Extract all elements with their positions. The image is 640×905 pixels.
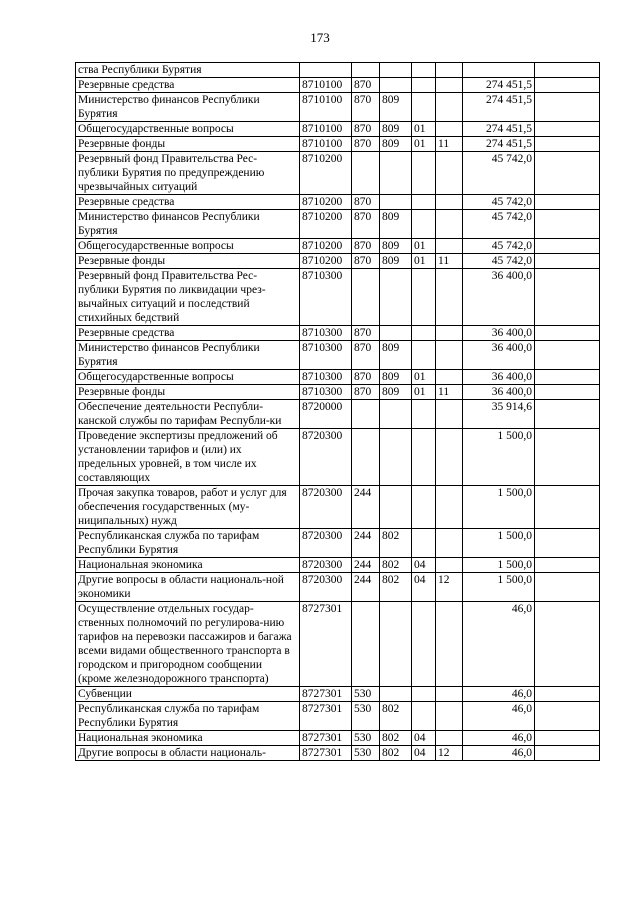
- row-name-cell: Резервные фонды: [76, 254, 300, 269]
- table-row: [76, 429, 600, 486]
- empty-cell: [535, 385, 600, 400]
- rz-cell: 04: [412, 558, 436, 573]
- row-name-cell: Прочая закупка товаров, работ и услуг для обеспечения государственных (му-ниципальных) нужд: [76, 486, 300, 529]
- grbs-cell: [380, 400, 412, 429]
- sum-cell: 45 742,0: [463, 195, 535, 210]
- grbs-cell: 809: [380, 122, 412, 137]
- row-name-cell: Проведение экспертизы предложений об установлении тарифов и (или) их предельных уровней, в том числе их составляющих: [76, 429, 300, 486]
- csr-cell: 8710200: [300, 210, 352, 239]
- row-name-cell: Министерство финансов Республики Бурятия: [76, 210, 300, 239]
- empty-cell: [535, 93, 600, 122]
- sum-cell: 46,0: [463, 687, 535, 702]
- vr-cell: 870: [352, 78, 380, 93]
- grbs-cell: 809: [380, 239, 412, 254]
- table-row: [76, 529, 600, 558]
- empty-cell: [535, 239, 600, 254]
- row-name-cell: Другие вопросы в области националь-: [76, 746, 300, 761]
- grbs-cell: 802: [380, 573, 412, 602]
- table-row: [76, 602, 600, 687]
- empty-cell: [535, 326, 600, 341]
- grbs-cell: 809: [380, 254, 412, 269]
- row-name-cell: Республиканская служба по тарифам Республики Бурятия: [76, 529, 300, 558]
- vr-cell: 530: [352, 702, 380, 731]
- row-name-cell: Общегосударственные вопросы: [76, 122, 300, 137]
- rz-cell: [412, 93, 436, 122]
- pr-cell: [436, 152, 463, 195]
- csr-cell: 8710100: [300, 122, 352, 137]
- vr-cell: 870: [352, 210, 380, 239]
- csr-cell: 8710300: [300, 385, 352, 400]
- rz-cell: [412, 702, 436, 731]
- empty-cell: [535, 210, 600, 239]
- csr-cell: 8720300: [300, 558, 352, 573]
- table-row: [76, 269, 600, 326]
- vr-cell: 870: [352, 93, 380, 122]
- vr-cell: 244: [352, 573, 380, 602]
- vr-cell: [352, 429, 380, 486]
- grbs-cell: 809: [380, 370, 412, 385]
- sum-cell: 46,0: [463, 702, 535, 731]
- row-name-cell: ства Республики Бурятия: [76, 63, 300, 78]
- row-name-cell: Резервный фонд Правительства Рес-публики Бурятия по предупреждению чрезвычайных ситуаций: [76, 152, 300, 195]
- vr-cell: [352, 269, 380, 326]
- vr-cell: 530: [352, 687, 380, 702]
- grbs-cell: [380, 78, 412, 93]
- rz-cell: 01: [412, 370, 436, 385]
- csr-cell: 8727301: [300, 687, 352, 702]
- rz-cell: [412, 429, 436, 486]
- sum-cell: 36 400,0: [463, 341, 535, 370]
- pr-cell: [436, 63, 463, 78]
- table-row: [76, 370, 600, 385]
- table-row: [76, 558, 600, 573]
- row-name-cell: Национальная экономика: [76, 558, 300, 573]
- csr-cell: [300, 63, 352, 78]
- table-row: [76, 152, 600, 195]
- csr-cell: 8727301: [300, 702, 352, 731]
- empty-cell: [535, 152, 600, 195]
- empty-cell: [535, 137, 600, 152]
- vr-cell: 870: [352, 370, 380, 385]
- empty-cell: [535, 746, 600, 761]
- pr-cell: [436, 195, 463, 210]
- grbs-cell: 809: [380, 137, 412, 152]
- csr-cell: 8727301: [300, 602, 352, 687]
- grbs-cell: [380, 602, 412, 687]
- rz-cell: [412, 210, 436, 239]
- csr-cell: 8720300: [300, 529, 352, 558]
- csr-cell: 8720300: [300, 486, 352, 529]
- rz-cell: 01: [412, 137, 436, 152]
- grbs-cell: [380, 687, 412, 702]
- vr-cell: [352, 63, 380, 78]
- vr-cell: 244: [352, 529, 380, 558]
- table-row: [76, 731, 600, 746]
- rz-cell: [412, 195, 436, 210]
- pr-cell: [436, 731, 463, 746]
- vr-cell: 870: [352, 254, 380, 269]
- empty-cell: [535, 195, 600, 210]
- pr-cell: [436, 370, 463, 385]
- row-name-cell: Республиканская служба по тарифам Республики Бурятия: [76, 702, 300, 731]
- table-row: [76, 326, 600, 341]
- rz-cell: 01: [412, 122, 436, 137]
- row-name-cell: Резервные средства: [76, 78, 300, 93]
- sum-cell: 1 500,0: [463, 573, 535, 602]
- sum-cell: [463, 63, 535, 78]
- table-row: [76, 63, 600, 78]
- grbs-cell: 802: [380, 731, 412, 746]
- vr-cell: 870: [352, 385, 380, 400]
- csr-cell: 8727301: [300, 746, 352, 761]
- empty-cell: [535, 63, 600, 78]
- pr-cell: [436, 529, 463, 558]
- table-row: [76, 239, 600, 254]
- grbs-cell: 809: [380, 93, 412, 122]
- empty-cell: [535, 400, 600, 429]
- row-name-cell: Резервные фонды: [76, 137, 300, 152]
- csr-cell: 8710300: [300, 370, 352, 385]
- empty-cell: [535, 702, 600, 731]
- rz-cell: 01: [412, 254, 436, 269]
- pr-cell: [436, 687, 463, 702]
- csr-cell: 8710100: [300, 137, 352, 152]
- csr-cell: 8710200: [300, 195, 352, 210]
- rz-cell: 01: [412, 385, 436, 400]
- table-row: [76, 385, 600, 400]
- page-number: 173: [310, 30, 330, 45]
- vr-cell: 244: [352, 558, 380, 573]
- rz-cell: [412, 602, 436, 687]
- sum-cell: 274 451,5: [463, 122, 535, 137]
- pr-cell: [436, 486, 463, 529]
- table-row: [76, 400, 600, 429]
- rz-cell: 04: [412, 731, 436, 746]
- rz-cell: [412, 400, 436, 429]
- pr-cell: 12: [436, 746, 463, 761]
- csr-cell: 8710200: [300, 239, 352, 254]
- csr-cell: 8720300: [300, 429, 352, 486]
- csr-cell: 8727301: [300, 731, 352, 746]
- table-row: [76, 210, 600, 239]
- sum-cell: 45 742,0: [463, 152, 535, 195]
- row-name-cell: Министерство финансов Республики Бурятия: [76, 341, 300, 370]
- sum-cell: 1 500,0: [463, 558, 535, 573]
- pr-cell: [436, 602, 463, 687]
- vr-cell: [352, 602, 380, 687]
- sum-cell: 274 451,5: [463, 137, 535, 152]
- pr-cell: [436, 93, 463, 122]
- grbs-cell: [380, 152, 412, 195]
- rz-cell: [412, 269, 436, 326]
- vr-cell: [352, 400, 380, 429]
- row-name-cell: Другие вопросы в области националь-ной экономики: [76, 573, 300, 602]
- csr-cell: 8710300: [300, 269, 352, 326]
- sum-cell: 45 742,0: [463, 239, 535, 254]
- empty-cell: [535, 370, 600, 385]
- pr-cell: [436, 78, 463, 93]
- row-name-cell: Резервный фонд Правительства Рес-публики Бурятия по ликвидации чрез-вычайных ситуаций и последствий стихийных бедствий: [76, 269, 300, 326]
- empty-cell: [535, 269, 600, 326]
- rz-cell: [412, 63, 436, 78]
- vr-cell: 870: [352, 122, 380, 137]
- empty-cell: [535, 486, 600, 529]
- table-row: [76, 78, 600, 93]
- pr-cell: [436, 558, 463, 573]
- vr-cell: 530: [352, 746, 380, 761]
- table-row: [76, 195, 600, 210]
- rz-cell: [412, 326, 436, 341]
- vr-cell: 870: [352, 326, 380, 341]
- sum-cell: 46,0: [463, 602, 535, 687]
- row-name-cell: Резервные средства: [76, 326, 300, 341]
- rz-cell: 01: [412, 239, 436, 254]
- sum-cell: 274 451,5: [463, 93, 535, 122]
- empty-cell: [535, 731, 600, 746]
- row-name-cell: Осуществление отдельных государ-ственных полномочий по регулирова-нию тарифов на перевозки пассажиров и багажа всеми видами общественного транспорта в городском и пригородном сообщении (кроме железнодорожного транспорта): [76, 602, 300, 687]
- grbs-cell: [380, 326, 412, 341]
- sum-cell: 46,0: [463, 731, 535, 746]
- budget-table: [75, 62, 600, 761]
- empty-cell: [535, 687, 600, 702]
- vr-cell: 870: [352, 195, 380, 210]
- table-row: [76, 122, 600, 137]
- grbs-cell: 809: [380, 341, 412, 370]
- rz-cell: [412, 341, 436, 370]
- pr-cell: [436, 400, 463, 429]
- empty-cell: [535, 429, 600, 486]
- table-row: [76, 254, 600, 269]
- table-row: [76, 702, 600, 731]
- pr-cell: [436, 269, 463, 326]
- sum-cell: 45 742,0: [463, 254, 535, 269]
- csr-cell: 8720300: [300, 573, 352, 602]
- csr-cell: 8710100: [300, 93, 352, 122]
- pr-cell: [436, 122, 463, 137]
- vr-cell: [352, 152, 380, 195]
- row-name-cell: Общегосударственные вопросы: [76, 370, 300, 385]
- empty-cell: [535, 558, 600, 573]
- table-row: [76, 137, 600, 152]
- vr-cell: 870: [352, 341, 380, 370]
- csr-cell: 8710200: [300, 254, 352, 269]
- empty-cell: [535, 341, 600, 370]
- csr-cell: 8710300: [300, 341, 352, 370]
- sum-cell: 35 914,6: [463, 400, 535, 429]
- grbs-cell: 809: [380, 385, 412, 400]
- rz-cell: [412, 152, 436, 195]
- sum-cell: 36 400,0: [463, 269, 535, 326]
- empty-cell: [535, 78, 600, 93]
- empty-cell: [535, 602, 600, 687]
- pr-cell: 11: [436, 254, 463, 269]
- rz-cell: [412, 78, 436, 93]
- sum-cell: 36 400,0: [463, 370, 535, 385]
- rz-cell: [412, 529, 436, 558]
- vr-cell: 530: [352, 731, 380, 746]
- rz-cell: 04: [412, 573, 436, 602]
- sum-cell: 36 400,0: [463, 385, 535, 400]
- table-row: [76, 746, 600, 761]
- vr-cell: 870: [352, 137, 380, 152]
- sum-cell: 1 500,0: [463, 529, 535, 558]
- pr-cell: [436, 239, 463, 254]
- grbs-cell: 802: [380, 529, 412, 558]
- csr-cell: 8720000: [300, 400, 352, 429]
- row-name-cell: Обеспечение деятельности Республи-канской службы по тарифам Республи-ки: [76, 400, 300, 429]
- empty-cell: [535, 122, 600, 137]
- row-name-cell: Министерство финансов Республики Бурятия: [76, 93, 300, 122]
- table-row: [76, 93, 600, 122]
- rz-cell: [412, 687, 436, 702]
- grbs-cell: [380, 195, 412, 210]
- grbs-cell: 809: [380, 210, 412, 239]
- grbs-cell: [380, 269, 412, 326]
- row-name-cell: Субвенции: [76, 687, 300, 702]
- table-row: [76, 341, 600, 370]
- table-row: [76, 486, 600, 529]
- pr-cell: [436, 341, 463, 370]
- grbs-cell: 802: [380, 702, 412, 731]
- grbs-cell: 802: [380, 558, 412, 573]
- sum-cell: 1 500,0: [463, 486, 535, 529]
- empty-cell: [535, 254, 600, 269]
- pr-cell: 12: [436, 573, 463, 602]
- vr-cell: 244: [352, 486, 380, 529]
- pr-cell: [436, 210, 463, 239]
- table-row: [76, 687, 600, 702]
- grbs-cell: 802: [380, 746, 412, 761]
- row-name-cell: Национальная экономика: [76, 731, 300, 746]
- csr-cell: 8710300: [300, 326, 352, 341]
- csr-cell: 8710100: [300, 78, 352, 93]
- empty-cell: [535, 529, 600, 558]
- sum-cell: 274 451,5: [463, 78, 535, 93]
- row-name-cell: Общегосударственные вопросы: [76, 239, 300, 254]
- rz-cell: 04: [412, 746, 436, 761]
- pr-cell: [436, 429, 463, 486]
- table-row: [76, 573, 600, 602]
- grbs-cell: [380, 63, 412, 78]
- csr-cell: 8710200: [300, 152, 352, 195]
- sum-cell: 36 400,0: [463, 326, 535, 341]
- pr-cell: 11: [436, 137, 463, 152]
- pr-cell: 11: [436, 385, 463, 400]
- rz-cell: [412, 486, 436, 529]
- sum-cell: 1 500,0: [463, 429, 535, 486]
- row-name-cell: Резервные фонды: [76, 385, 300, 400]
- empty-cell: [535, 573, 600, 602]
- sum-cell: 46,0: [463, 746, 535, 761]
- pr-cell: [436, 702, 463, 731]
- row-name-cell: Резервные средства: [76, 195, 300, 210]
- vr-cell: 870: [352, 239, 380, 254]
- pr-cell: [436, 326, 463, 341]
- grbs-cell: [380, 429, 412, 486]
- grbs-cell: [380, 486, 412, 529]
- sum-cell: 45 742,0: [463, 210, 535, 239]
